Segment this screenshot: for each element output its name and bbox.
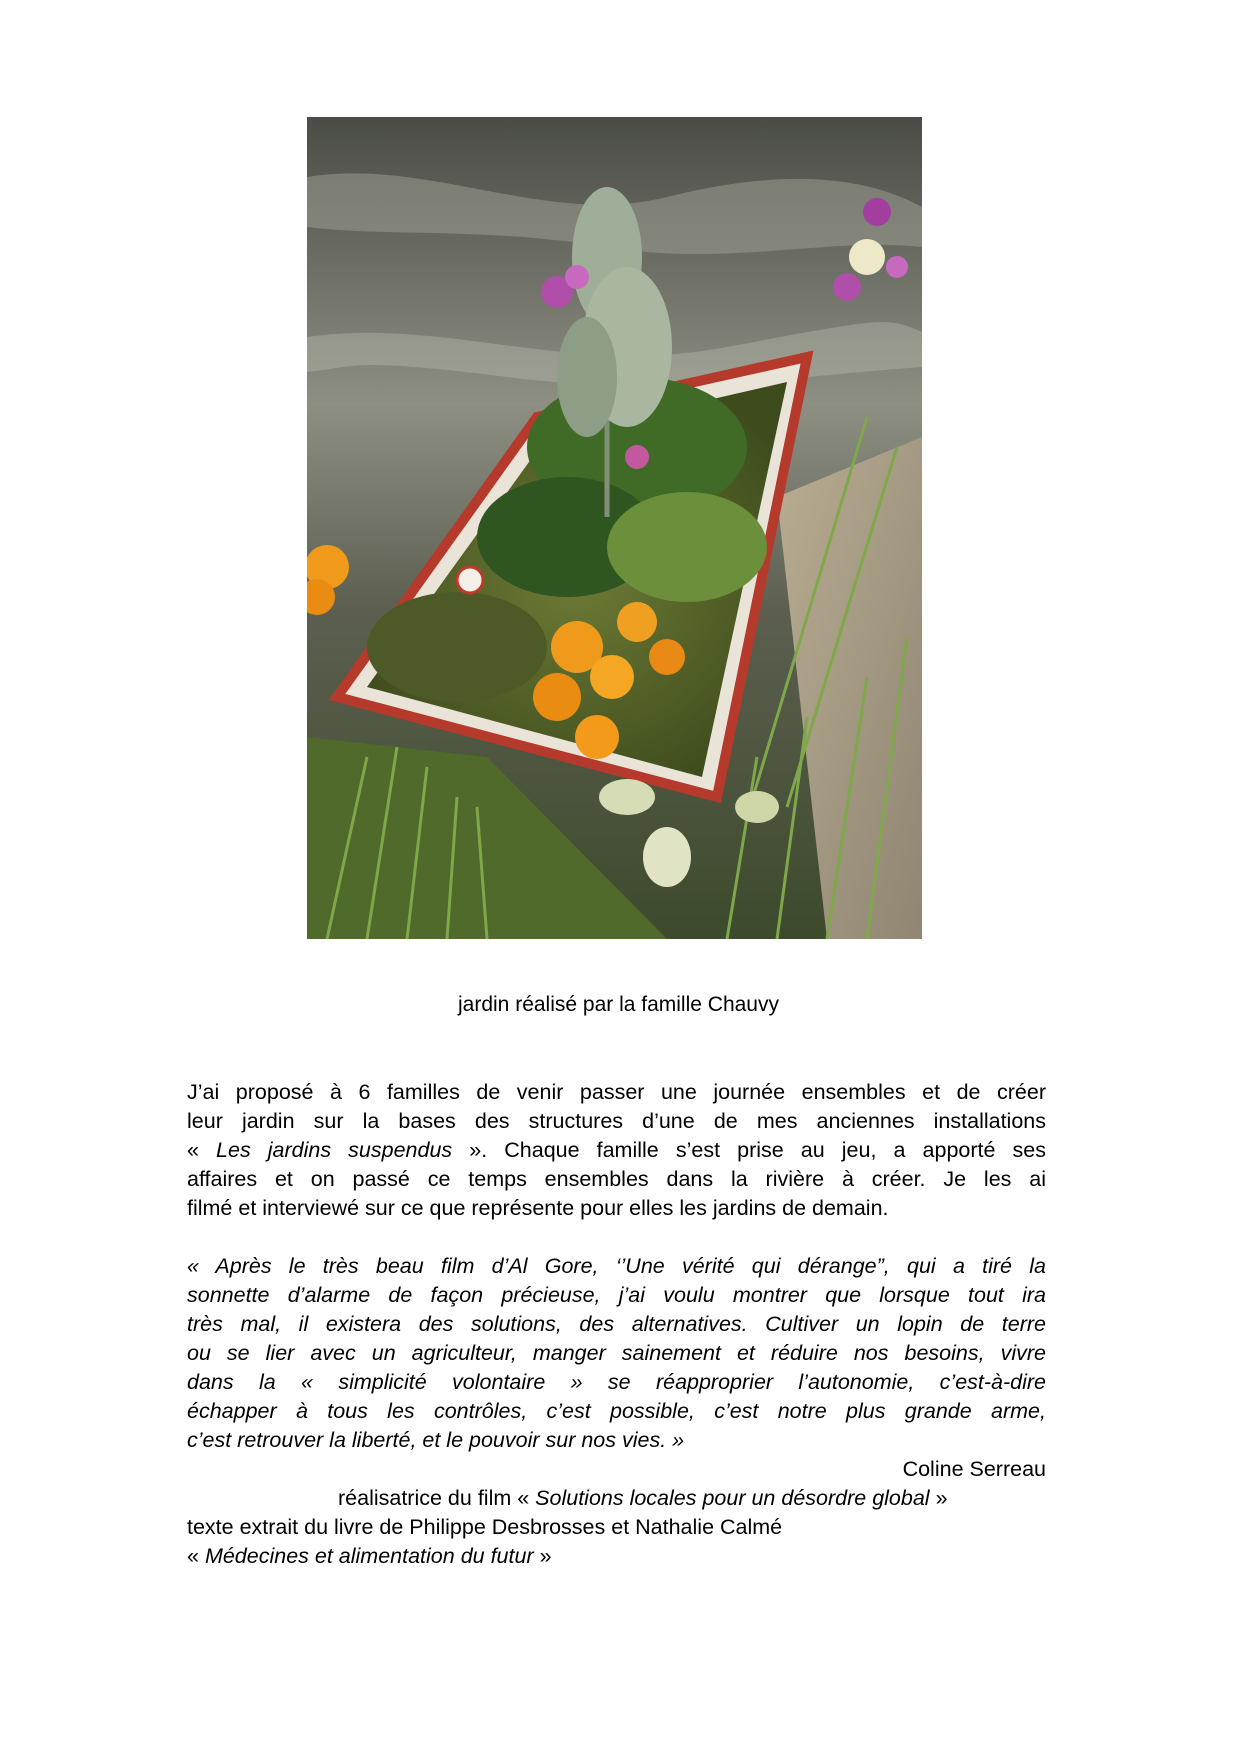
book-close: » bbox=[533, 1544, 552, 1568]
intro-line: J’ai proposé à 6 familles de venir passer une journée ensembles et de créer bbox=[187, 1080, 1046, 1104]
quote-line: c’est retrouver la liberté, et le pouvoir sur nos vies. » bbox=[187, 1428, 685, 1452]
quote-author: Coline Serreau bbox=[902, 1457, 1046, 1481]
quote-block bbox=[187, 1252, 1046, 1571]
quote-line: échapper à tous les contrôles, c’est possible, c’est notre plus grande arme, bbox=[187, 1399, 1046, 1423]
installation-title: Les jardins suspendus bbox=[216, 1138, 453, 1162]
garden-photo bbox=[307, 117, 922, 939]
book-line bbox=[187, 1542, 1046, 1571]
garden-photo-illustration bbox=[307, 117, 922, 939]
book-open: « bbox=[187, 1544, 205, 1568]
quote-line: très mal, il existera des solutions, des alternatives. Cultiver un lopin de terre bbox=[187, 1312, 1046, 1336]
intro-line: filmé et interviewé sur ce que représente pour elles les jardins de demain. bbox=[187, 1196, 889, 1220]
author-role bbox=[187, 1484, 1046, 1513]
intro-line: affaires et on passé ce temps ensembles dans la rivière à créer. Je les ai bbox=[187, 1167, 1046, 1191]
role-prefix: réalisatrice du film « bbox=[338, 1486, 536, 1510]
intro-line bbox=[187, 1136, 1046, 1165]
photo-caption: jardin réalisé par la famille Chauvy bbox=[458, 993, 779, 1016]
book-title: Médecines et alimentation du futur bbox=[204, 1544, 534, 1568]
intro-line-rest: ». Chaque famille s’est prise au jeu, a apporté ses bbox=[452, 1138, 1046, 1162]
quote-line: ou se lier avec un agriculteur, manger sainement et réduire nos besoins, vivre bbox=[187, 1341, 1046, 1365]
quote-line: sonnette d’alarme de façon précieuse, j’ai voulu montrer que lorsque tout ira bbox=[187, 1283, 1046, 1307]
quote-line: « Après le très beau film d’Al Gore, ‘’Une vérité qui dérange”, qui a tiré la bbox=[187, 1254, 1046, 1278]
quote-open: « bbox=[187, 1138, 217, 1162]
role-suffix: » bbox=[929, 1486, 948, 1510]
film-title: Solutions locales pour un désordre global bbox=[535, 1486, 930, 1510]
source-line: texte extrait du livre de Philippe Desbrosses et Nathalie Calmé bbox=[187, 1515, 783, 1539]
intro-line: leur jardin sur la bases des structures d’une de mes anciennes installations bbox=[187, 1109, 1046, 1133]
quote-line: dans la « simplicité volontaire » se réapproprier l’autonomie, c’est-à-dire bbox=[187, 1370, 1046, 1394]
intro-paragraph bbox=[187, 1078, 1046, 1223]
